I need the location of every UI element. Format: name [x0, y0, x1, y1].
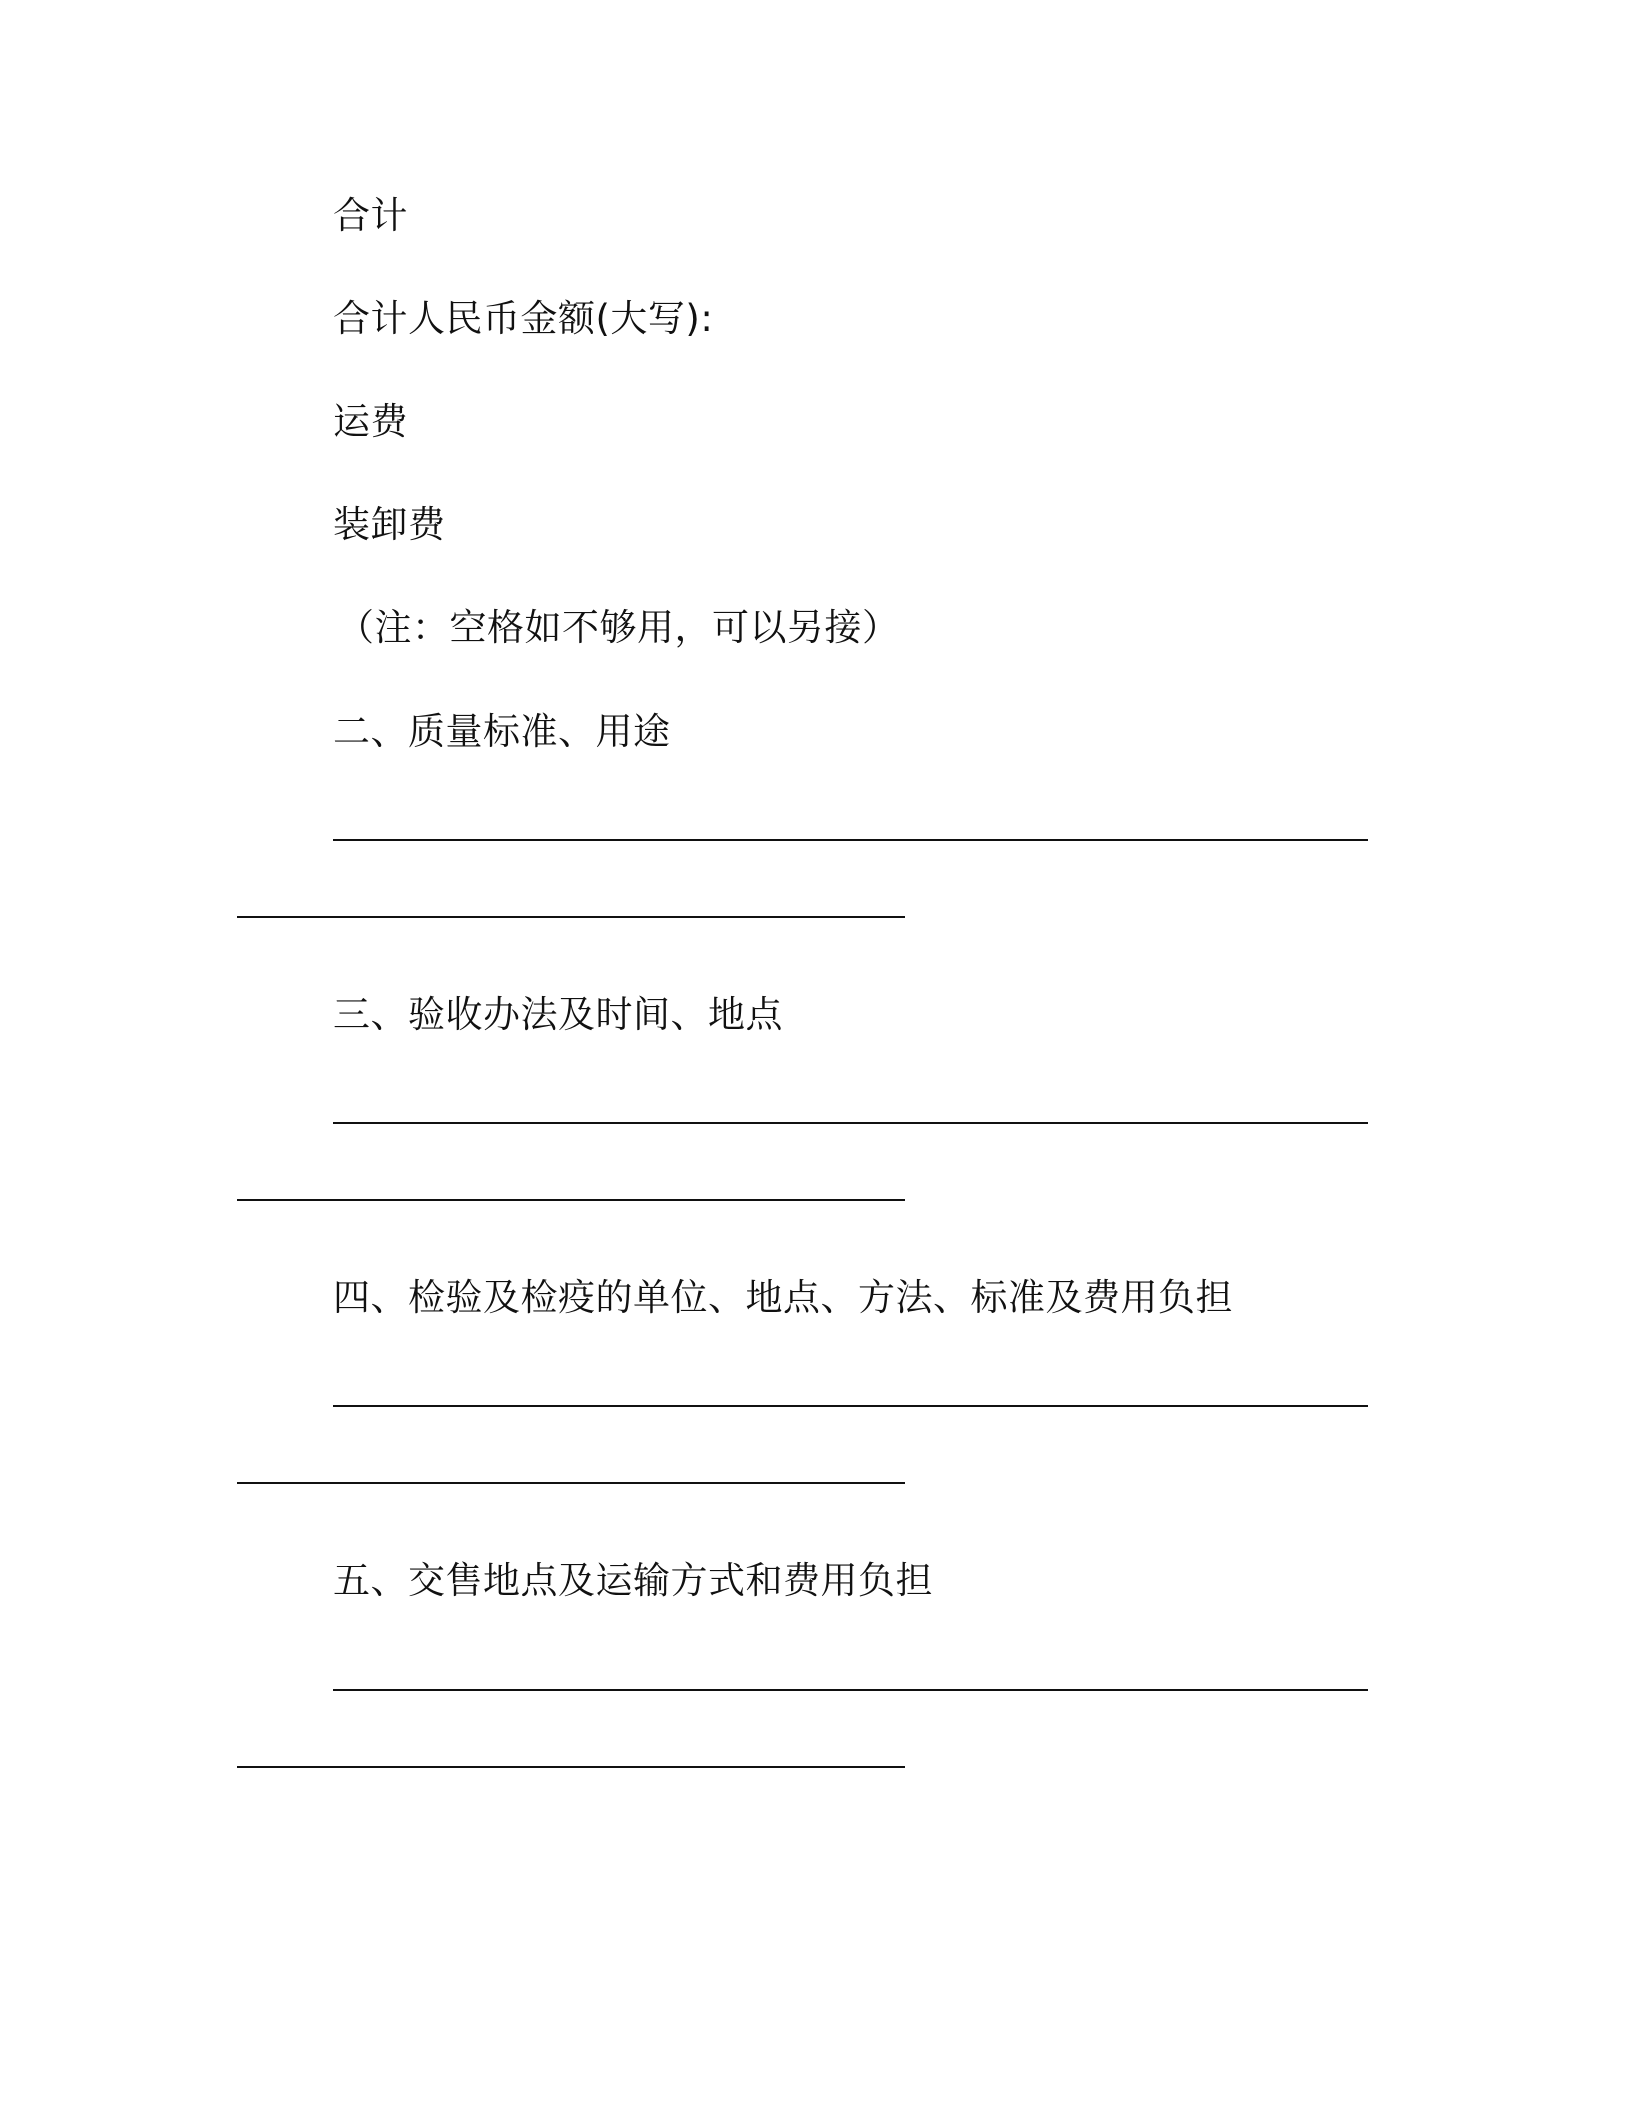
section-heading-quality: 二、质量标准、用途: [333, 710, 671, 753]
fill-in-line-delivery-2[interactable]: [237, 1766, 905, 1768]
freight-label: 运费: [333, 400, 408, 443]
fill-in-line-inspection-1[interactable]: [333, 1405, 1368, 1407]
fill-in-line-quality-2[interactable]: [237, 916, 905, 918]
total-label: 合计: [333, 194, 408, 237]
handling-fee-label: 装卸费: [333, 503, 446, 546]
total-rmb-amount-label: 合计人民币金额(大写):: [333, 297, 714, 340]
section-heading-delivery: 五、交售地点及运输方式和费用负担: [333, 1559, 933, 1602]
fill-in-line-acceptance-2[interactable]: [237, 1199, 905, 1201]
note-text: （注：空格如不够用，可以另接）: [337, 606, 900, 649]
fill-in-line-inspection-2[interactable]: [237, 1482, 905, 1484]
fill-in-line-acceptance-1[interactable]: [333, 1122, 1368, 1124]
fill-in-line-delivery-1[interactable]: [333, 1689, 1368, 1691]
fill-in-line-quality-1[interactable]: [333, 839, 1368, 841]
section-heading-inspection: 四、检验及检疫的单位、地点、方法、标准及费用负担: [333, 1276, 1233, 1319]
section-heading-acceptance: 三、验收办法及时间、地点: [333, 993, 783, 1036]
